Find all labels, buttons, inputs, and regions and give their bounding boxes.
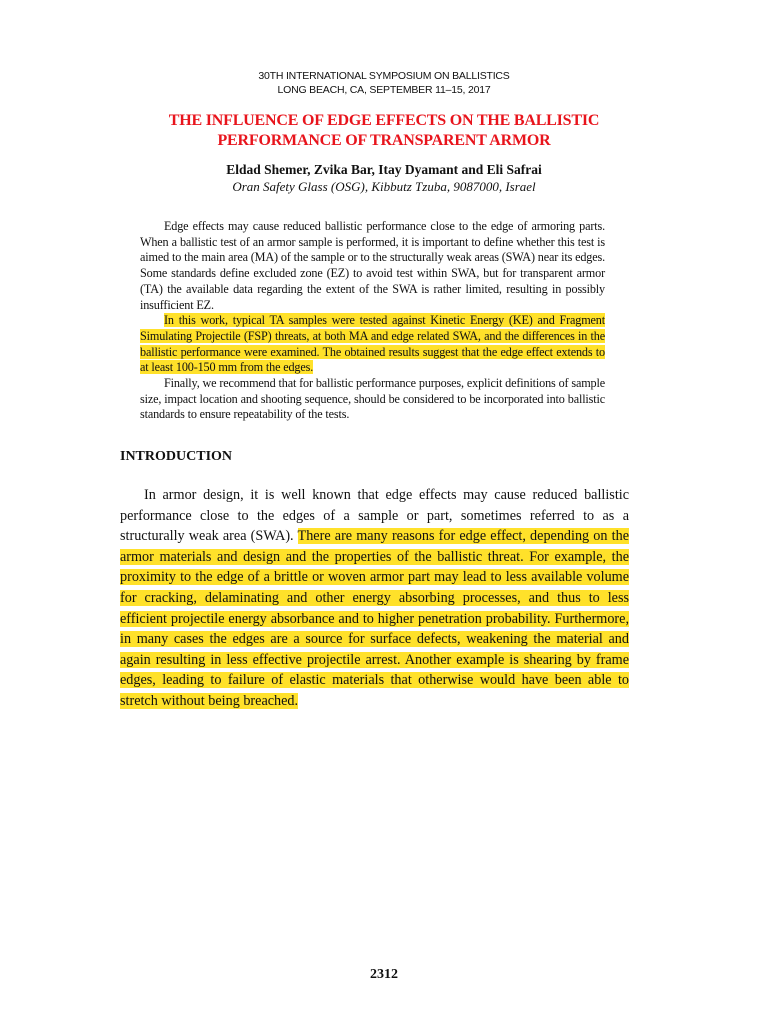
- introduction-body: [120, 485, 629, 712]
- abstract-paragraph-2: [140, 313, 605, 376]
- abstract-paragraph-3: Finally, we recommend that for ballistic performance purposes, explicit definitions of sample size, impact location and shooting sequence, should be considered to be incorporated into ballistic standards to ensure repeatability of the tests.: [140, 376, 605, 422]
- conference-header: [0, 69, 768, 97]
- paper-title-line1: THE INFLUENCE OF EDGE EFFECTS ON THE BALLISTIC: [168, 112, 600, 129]
- introduction-heading: INTRODUCTION: [120, 449, 233, 464]
- abstract-highlight: In this work, typical TA samples were tested against Kinetic Energy (KE) and Fragment Simulating Projectile (FSP) threats, at both MA and edge related SWA, and the differences in the ballistic performance were examined. The obtained results suggest that the edge effect extends to at least 100-150 mm from the edges.: [140, 313, 605, 375]
- abstract-paragraph-1: Edge effects may cause reduced ballistic performance close to the edge of armoring parts. When a ballistic test of an armor sample is performed, it is important to define whether this test is aimed to the main area (MA) of the sample or to the structurally weak areas (SWA) near its edges. Some standards define excluded zone (EZ) to avoid test within SWA, but for transparent armor (TA) the available data regarding the extent of the SWA is rather limited, resulting in possibly insufficient EZ.: [140, 219, 605, 312]
- introduction-paragraph: [120, 485, 629, 712]
- introduction-plain-text: In armor design, it is well known that edge effects may cause reduced ballistic performance close to the edges of a sample or part, sometimes referred to as a structurally weak area (SWA).: [120, 487, 629, 545]
- conference-location: LONG BEACH, CA, SEPTEMBER 11–15, 2017: [277, 84, 491, 96]
- authors: Eldad Shemer, Zvika Bar, Itay Dyamant and Eli Safrai: [226, 162, 542, 177]
- paper-title-line2: PERFORMANCE OF TRANSPARENT ARMOR: [217, 132, 551, 149]
- conference-name: 30TH INTERNATIONAL SYMPOSIUM ON BALLISTICS: [258, 70, 510, 82]
- introduction-highlight: There are many reasons for edge effect, depending on the armor materials and design and the properties of the ballistic threat. For example, the proximity to the edge of a brittle or woven armor part may lead to less available volume for cracking, delaminating and other energy absorbing processes, and thus to less efficient projectile energy absorbance and to higher penetration probability. Furthermore, in many cases the edges are a source for surface defects, weakening the material and again resulting in less effective projectile arrest. Another example is shearing by frame edges, leading to failure of elastic materials that otherwise would have been able to stretch without being breached.: [120, 528, 629, 709]
- paper-title: [0, 111, 768, 151]
- abstract: [140, 219, 605, 423]
- affiliation: Oran Safety Glass (OSG), Kibbutz Tzuba, 9087000, Israel: [232, 179, 536, 194]
- page-number: 2312: [370, 967, 398, 982]
